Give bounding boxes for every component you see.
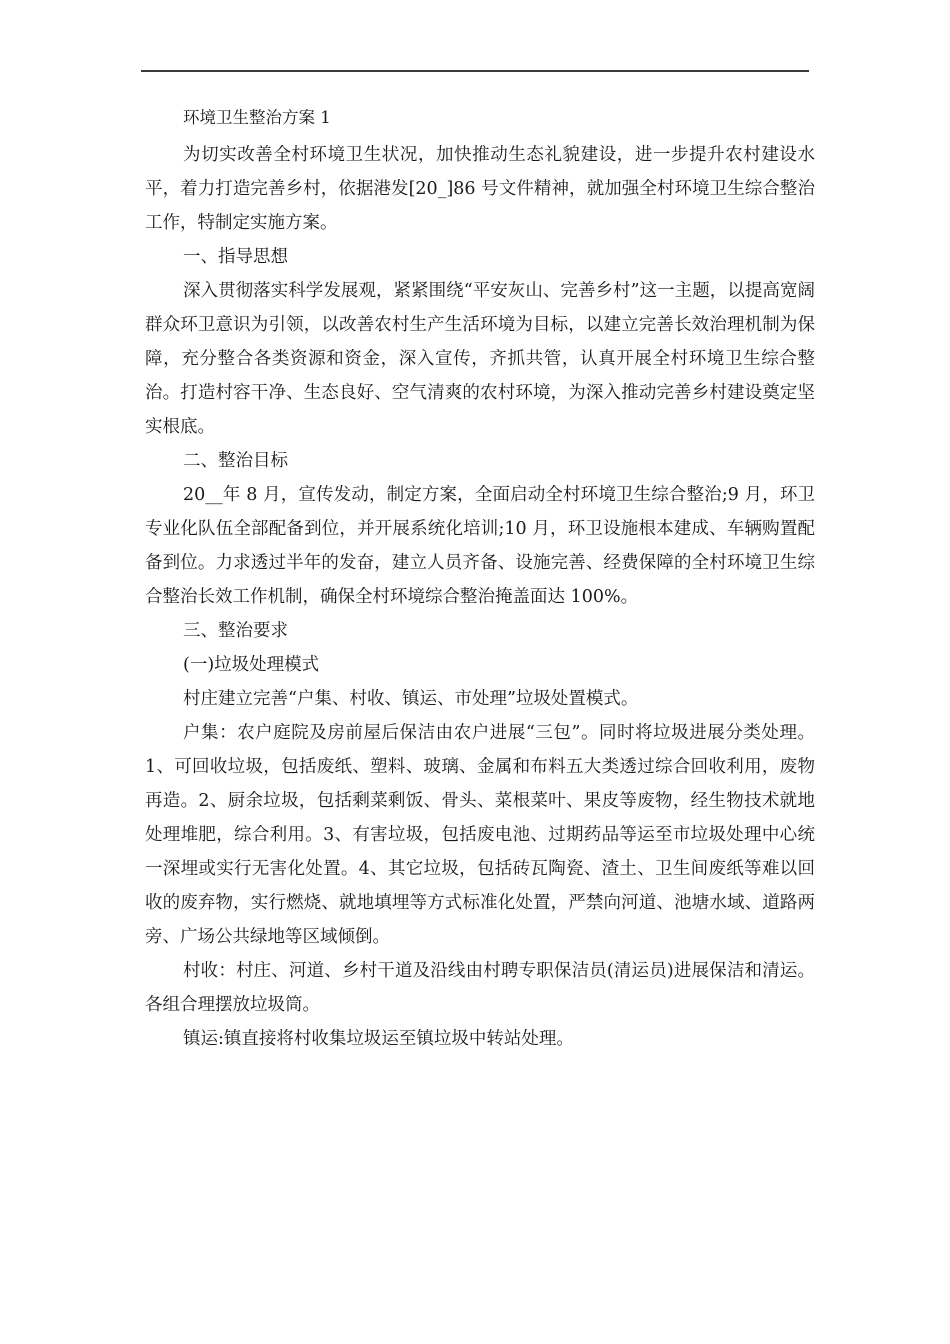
section1-body: 深入贯彻落实科学发展观，紧紧围绕“平安灰山、完善乡村”这一主题，以提高宽阔群众环卫意识为引领，以改善农村生产生活环境为目标，以建立完善长效治理机制为保障，充分整合各类资源和资金，深入宣传，齐抓共管，认真开展全村环境卫生综合整治。打造村容干净、生态良好、空气清爽的农村环境，为深入推动完善乡村建设奠定坚实根底。 <box>145 281 815 437</box>
intro-doc-number: 20_ <box>415 179 447 199</box>
intro-text-a: 为切实改善全村环境卫生状况，加快推动生态礼貌建设，进一步提升农村建设水平，着力打造完善乡村，依据港发[ <box>145 145 815 199</box>
section1-heading: 一、指导思想 <box>183 247 288 267</box>
section2-heading: 二、整治目标 <box>183 451 288 471</box>
cunshou-paragraph: 村收：村庄、河道、乡村干道及沿线由村聘专职保洁员(清运员)进展保洁和清运。各组合理摆放垃圾筒。 <box>145 961 815 1015</box>
section3-heading: 三、整治要求 <box>183 621 288 641</box>
section2-year: 20__ <box>183 485 223 505</box>
huji-paragraph: 户集：农户庭院及房前屋后保洁由农户进展“三包”。同时将垃圾进展分类处理。1、可回收垃圾，包括废纸、塑料、玻璃、金属和布料五大类透过综合回收利用，废物再造。2、厨余垃圾，包括剩菜剩饭、骨头、菜根菜叶、果皮等废物，经生物技术就地处理堆肥，综合利用。3、有害垃圾，包括废电池、过期药品等运至市垃圾处理中心统一深埋或实行无害化处置。4、其它垃圾，包括砖瓦陶瓷、渣土、卫生间废纸等难以回收的废弃物，实行燃烧、就地填埋等方式标准化处置，严禁向河道、池塘水域、道路两旁、广场公共绿地等区域倾倒。 <box>145 723 815 947</box>
header-rule <box>141 70 809 72</box>
section2-body-paragraph <box>145 478 815 614</box>
sub1-intro: 村庄建立完善“户集、村收、镇运、市处理”垃圾处置模式。 <box>183 689 639 709</box>
zhenyun-paragraph: 镇运:镇直接将村收集垃圾运至镇垃圾中转站处理。 <box>183 1029 574 1049</box>
document-title: 环境卫生整治方案 1 <box>183 108 331 127</box>
intro-text-b: ]86 号文件精神，就加强全村环境卫生综合整治工作，特制定实施方案。 <box>145 179 815 233</box>
sub1-heading: (一)垃圾处理模式 <box>183 655 320 675</box>
section2-body: 年 8 月，宣传发动，制定方案，全面启动全村环境卫生综合整治;9 月，环卫专业化队伍全部配备到位，并开展系统化培训;10 月，环卫设施根本建成、车辆购置配备到位。力求透过半年的发奋，建立人员齐备、设施完善、经费保障的全村环境卫生综合整治长效工作机制，确保全村环境综合整治掩盖面达 100%。 <box>145 485 815 607</box>
document-body <box>145 104 815 1056</box>
intro-paragraph <box>145 138 815 240</box>
